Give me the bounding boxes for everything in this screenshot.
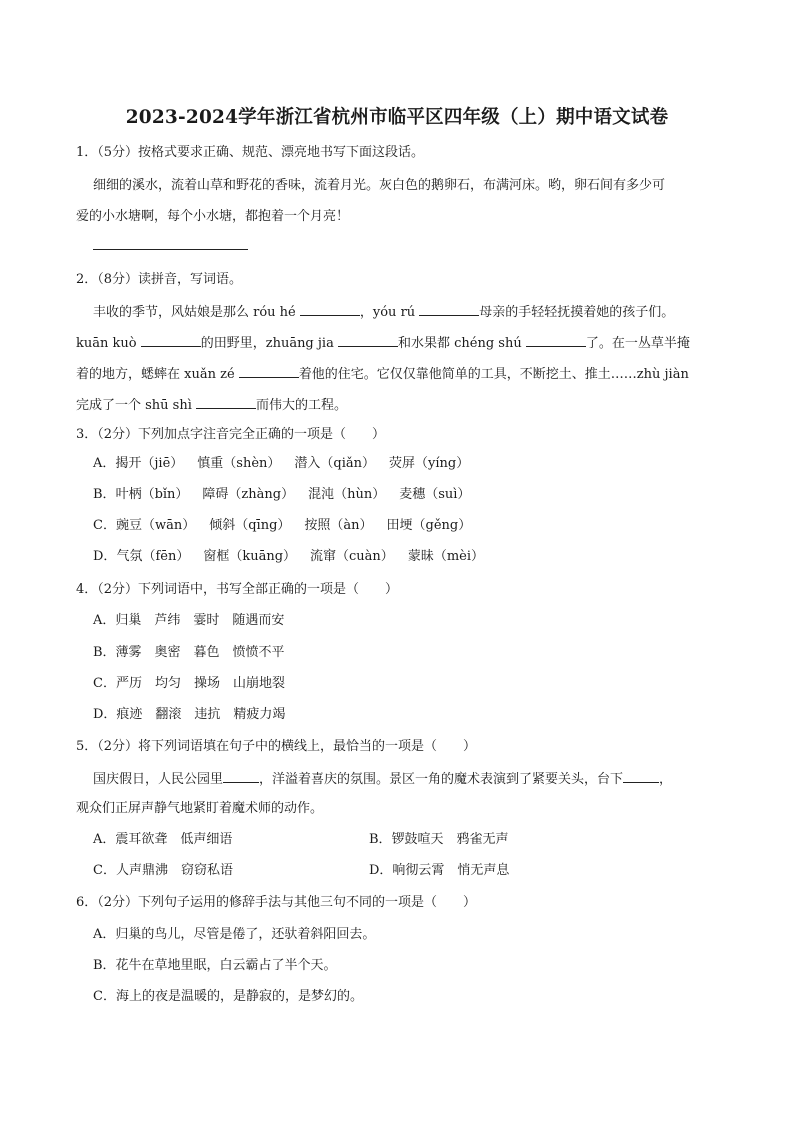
option-item: 倾斜（qīng） (209, 518, 291, 533)
q2-text: 和水果都 chéng shú (397, 336, 526, 351)
option-label: A． (93, 456, 116, 471)
option-label: B． (93, 487, 116, 502)
q2-text: 的田野里，zhuāng jia (200, 336, 338, 351)
question-5-option-a[interactable]: A．震耳欲聋 低声细语 (93, 832, 233, 847)
question-4-option-b[interactable]: B．薄雾 奥密 暮色 愤愤不平 (93, 645, 285, 660)
option-item: 田埂（gěng） (386, 518, 472, 533)
option-item: 混沌（hùn） (308, 487, 386, 502)
question-5-option-d[interactable]: D．响彻云霄 悄无声息 (369, 863, 510, 878)
option-item: 蒙昧（mèi） (407, 549, 484, 564)
option-item: 气氛（fēn） (116, 549, 190, 564)
option-item: 窗框（kuāng） (203, 549, 297, 564)
question-6-option-a[interactable]: A．归巢的鸟儿，尽管是倦了，还驮着斜阳回去。 (93, 927, 376, 942)
q2-text: 完成了一个 shū shì (76, 398, 197, 413)
option-label: D． (93, 549, 117, 564)
answer-blank[interactable] (338, 333, 398, 347)
question-2-line4 (76, 395, 347, 415)
q5-text: ， (659, 772, 673, 787)
page-title: 2023-2024学年浙江省杭州市临平区四年级（上）期中语文试卷 (125, 107, 669, 128)
question-5-line1 (93, 769, 672, 789)
question-5-option-b[interactable]: B．锣鼓喧天 鸦雀无声 (369, 832, 509, 847)
q2-text: 母亲的手轻轻抚摸着她的孩子们。 (479, 305, 675, 320)
question-1-stem: 1．（5分）按格式要求正确、规范、漂亮地书写下面这段话。 (76, 145, 425, 160)
option-item: 荧屏（yíng） (389, 456, 470, 471)
question-5-stem: 5．（2分）将下列词语填在句子中的横线上，最恰当的一项是（ ） (76, 739, 477, 754)
question-2-line3 (76, 364, 689, 384)
question-3-stem: 3．（2分）下列加点字注音完全正确的一项是（ ） (76, 427, 386, 442)
option-item: 叶柄（bǐn） (115, 487, 189, 502)
answer-blank[interactable] (623, 769, 659, 783)
question-3-option-c[interactable] (93, 517, 471, 535)
q2-text: 了。在一丛草半掩 (585, 336, 690, 351)
answer-blank[interactable] (239, 364, 299, 378)
question-5-line2: 观众们正屏声静气地紧盯着魔术师的动作。 (76, 801, 324, 816)
question-3-option-a[interactable] (93, 455, 469, 473)
answer-blank[interactable] (223, 769, 259, 783)
answer-blank[interactable] (419, 302, 479, 316)
question-4-option-a[interactable]: A．归巢 芦纬 霎时 随遇而安 (93, 613, 285, 628)
question-1-text-line2: 爱的小水塘啊，每个小水塘，都抱着一个月亮！ (76, 209, 350, 224)
option-item: 豌豆（wān） (115, 518, 196, 533)
question-2-stem: 2．（8分）读拼音，写词语。 (76, 272, 243, 287)
q2-text: ，yóu rú (359, 305, 420, 320)
q2-text: 着的地方，蟋蟀在 xuǎn zé (76, 367, 239, 382)
q2-text: 而伟大的工程。 (256, 398, 348, 413)
question-6-stem: 6．（2分）下列句子运用的修辞手法与其他三句不同的一项是（ ） (76, 895, 477, 910)
answer-blank[interactable] (526, 333, 586, 347)
q2-text: 着他的住宅。它仅仅靠他简单的工具，不断挖土、推土……zhù jiàn (298, 367, 689, 382)
q5-text: 国庆假日，人民公园里 (93, 772, 224, 787)
question-6-option-b[interactable]: B．花牛在草地里眠，白云霸占了半个天。 (93, 958, 337, 973)
question-6-option-c[interactable]: C．海上的夜是温暖的，是静寂的，是梦幻的。 (93, 989, 363, 1004)
question-3-option-d[interactable] (93, 548, 484, 566)
option-item: 障碍（zhàng） (202, 487, 295, 502)
answer-blank[interactable] (196, 395, 256, 409)
option-label: C． (93, 518, 116, 533)
option-item: 慎重（shèn） (197, 456, 281, 471)
option-item: 按照（àn） (304, 518, 373, 533)
question-2-line1 (93, 302, 674, 322)
option-item: 流窜（cuàn） (310, 549, 394, 564)
q2-text: 丰收的季节，风姑娘是那么 róu hé (93, 305, 300, 320)
answer-blank[interactable] (300, 302, 360, 316)
question-4-option-d[interactable]: D．痕迹 翻滚 违抗 精疲力竭 (93, 707, 286, 722)
question-3-option-b[interactable] (93, 486, 470, 504)
question-4-option-c[interactable]: C．严历 均匀 操场 山崩地裂 (93, 676, 285, 691)
q5-text: ，洋溢着喜庆的氛围。景区一角的魔术表演到了紧要关头，台下 (259, 772, 624, 787)
question-2-line2 (76, 333, 690, 353)
option-item: 麦穗（suì） (399, 487, 471, 502)
question-5-option-c[interactable]: C．人声鼎沸 窃窃私语 (93, 863, 233, 878)
question-1-text-line1: 细细的溪水，流着山草和野花的香味，流着月光。灰白色的鹅卵石，布满河床。哟，卵石间有多少可 (93, 178, 666, 193)
q2-text: kuān kuò (76, 336, 141, 351)
question-4-stem: 4．（2分）下列词语中，书写全部正确的一项是（ ） (76, 582, 399, 597)
option-item: 揭开（jiē） (115, 456, 184, 471)
option-item: 潜入（qiǎn） (294, 456, 376, 471)
question-1-answer-line[interactable] (93, 249, 248, 250)
answer-blank[interactable] (141, 333, 201, 347)
